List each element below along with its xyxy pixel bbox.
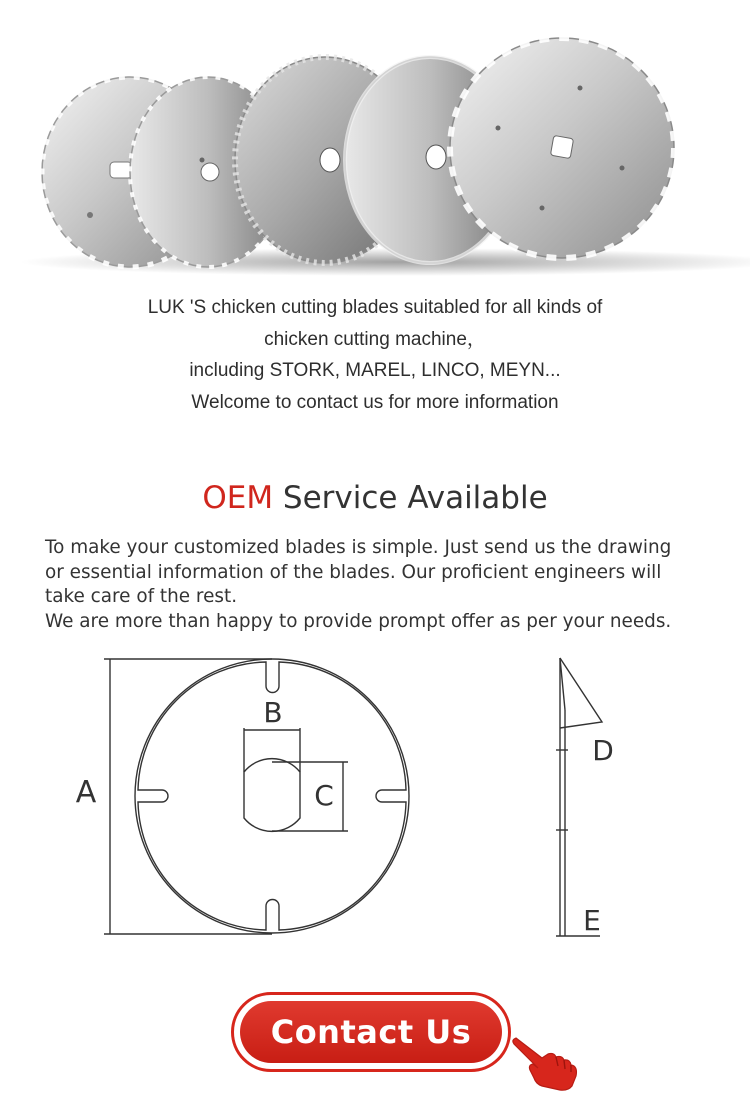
blade-5: [450, 38, 674, 258]
label-c: C: [314, 779, 334, 812]
intro-line: chicken cutting machine，: [264, 328, 486, 350]
description-line: take care of the rest.: [45, 586, 238, 608]
oem-title-rest: Service Available: [273, 480, 548, 516]
description-line: To make your customized blades is simple. Just send us the drawing: [45, 537, 672, 558]
product-photo-blades: [0, 0, 750, 285]
intro-line: including STORK, MAREL, LINCO, MEYN...: [189, 360, 561, 381]
contact-us-button[interactable]: [231, 992, 511, 1072]
label-d: D: [592, 734, 614, 767]
description-line: or essential information of the blades. Our proficient engineers will: [45, 561, 662, 583]
oem-highlight: OEM: [202, 480, 274, 516]
label-b: B: [263, 696, 283, 729]
contact-us-button-face[interactable]: [240, 1001, 502, 1063]
oem-title: [0, 480, 750, 516]
description-line: We are more than happy to provide prompt offer as per your needs.: [45, 610, 672, 632]
intro-text: [0, 292, 750, 418]
label-e: E: [583, 904, 601, 937]
intro-line: LUK 'S chicken cutting blades suitabled for all kinds of: [147, 297, 603, 318]
contact-us-label: Contact Us: [270, 1013, 472, 1051]
oem-description: [45, 536, 725, 634]
blade-technical-drawing: [0, 650, 750, 950]
pointing-hand-icon: [512, 1030, 582, 1092]
intro-line: Welcome to contact us for more information: [191, 391, 559, 413]
label-a: A: [75, 775, 97, 810]
